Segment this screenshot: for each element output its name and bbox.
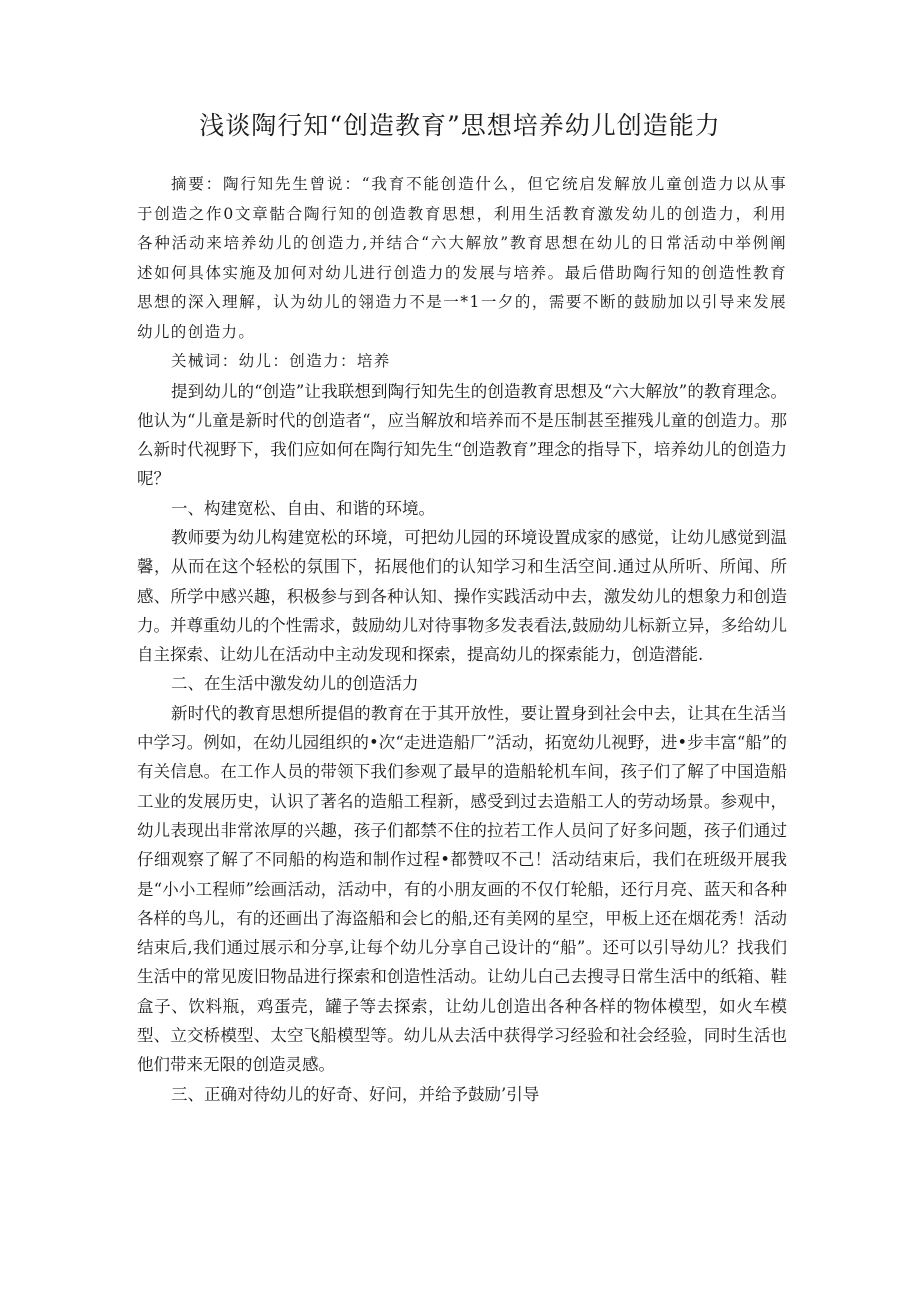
abstract-paragraph: 摘要：陶行知先生曾说：“我育不能创造什么，但它统启发解放儿童创造力以从事于创造之作0文章骷合陶行知的创造教育思想，利用生活教育激发幼儿的创造力，利用各种活动来培养幼儿的创造力,并结合“六大解放”教育思想在幼儿的日常活动中举例阐述如何具体实施及加何对幼儿进行创造力的发展与培养。最后借助陶行知的创造性教育思想的深入理解，认为幼儿的翎造力不是一*1一夕的，需要不断的鼓励加以引导来发展幼儿的创造力。 xyxy=(137,175,787,341)
document-title: 浅谈陶行知“创造教育”思想培养幼儿创造能力 xyxy=(199,111,721,140)
section-heading-3: 三、正确对待幼儿的好奇、好问，并给予鼓励’引导 xyxy=(171,1084,540,1104)
section-1-paragraph: 教师要为幼儿构建宽松的环境，可把幼儿园的环境设置成家的感觉，让幼儿感觉到温馨，从而在这个轻松的氛围下，拓展他们的认知学习和生活空间.通过从所听、所闻、所感、所学中感兴趣，积极参与到各种认知、操作实践活动中去，激发幼儿的想象力和创造力。并尊重幼儿的个性需求，鼓励幼儿对待事物多发表看法,鼓励幼儿标新立异，多给幼儿自主探索、让幼儿在活动中主动发现和探索，提高幼儿的探索能力，创造潜能. xyxy=(137,527,787,665)
keywords-line: 关械词：幼儿：创造力：培养 xyxy=(171,352,391,370)
document-body xyxy=(137,170,787,1109)
section-heading-2: 二、在生活中激发幼儿的创造活力 xyxy=(171,674,419,694)
intro-paragraph: 提到幼儿的“创造”让我联想到陶行知先生的创造教育思想及“六大解放”的教育理念。他认为“儿童是新时代的创造者“，应当解放和培养而不是压制甚至摧残儿童的创造力。那么新时代视野下，我们应如何在陶行知先生“创造教育”理念的指导下，培养幼儿的创造力呢？ xyxy=(137,381,787,489)
section-heading-1: 一、构建宽松、自由、和谐的环境。 xyxy=(171,498,435,518)
section-2-paragraph: 新时代的教育思想所提倡的教育在于其开放性，要让置身到社会中去，让其在生活当中学习。例如，在幼儿园组织的•次“走进造船厂”活动，拓宽幼儿视野，进•步丰富“船”的有关信息。在工作人员的带领下我们参观了最早的造船轮机车间，孩子们了解了中国造船工业的发展历史，认识了著名的造船工程新，感受到过去造船工人的劳动场景。参观中，幼儿表现出非常浓厚的兴趣，孩子们都禁不住的拉若工作人员问了好多问题，孩子们通过仔细观察了解了不同船的构造和制作过程•都赞叹不己！活动结束后，我们在班级开展我是“小小工程师”绘画活动，活动中，有的小朋友画的不仅仃轮船，还行月亮、蓝天和各种各样的鸟儿，有的还画出了海盗船和会匕的船,还有美网的星空，甲板上还在烟花秀！活动结束后,我们通过展示和分享,让每个幼儿分享自己设计的“船”。还可以引导幼儿？找我们生活中的常见废旧物品进行探索和创造性活动。让幼儿白己去搜寻日常生活中的纸箱、鞋盒子、饮料瓶，鸡蛋壳，罐子等去探索，让幼儿创造出各种各样的物体模型，如火车模型、立交桥模型、太空飞船模型等。幼儿从去活中获得学习经验和社会经验，同时生活也他们带来无限的创造灵感。 xyxy=(137,703,787,1075)
